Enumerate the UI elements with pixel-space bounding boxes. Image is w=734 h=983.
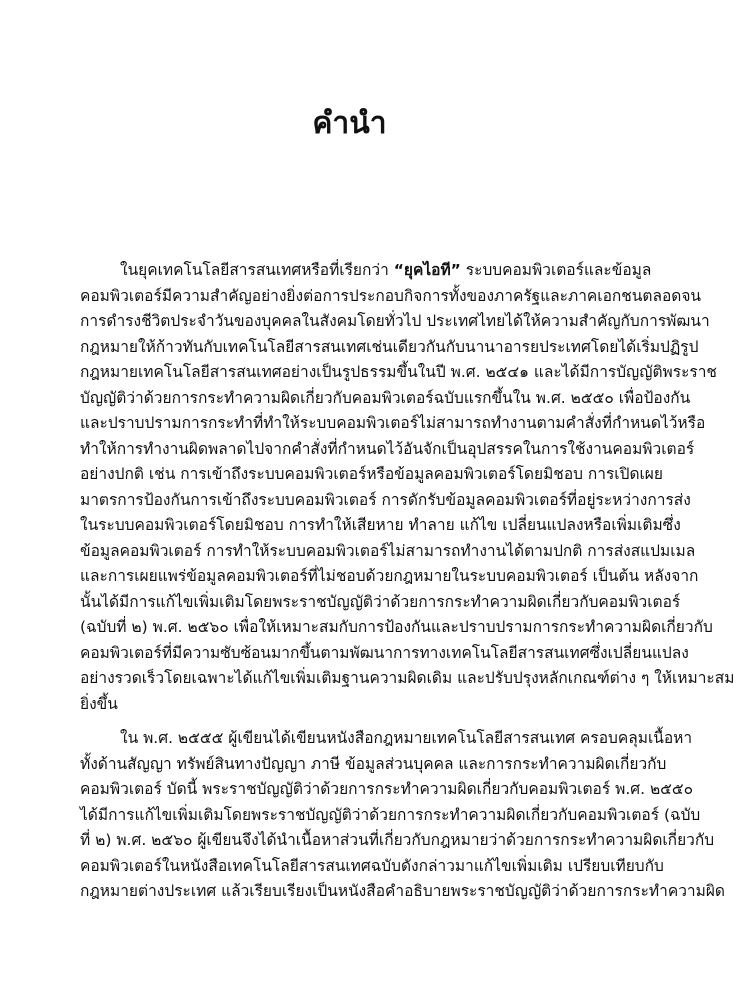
- paragraph-1-line: ทำให้การทำงานผิดพลาดไปจากคำสั่งที่กำหนดไว้อันจักเป็นอุปสรรคในการใช้งานคอมพิวเตอร์: [80, 439, 695, 458]
- emphasized-term: “ยุคไอที”: [393, 261, 461, 279]
- paragraph-2-line: ใน พ.ศ. ๒๕๕๕ ผู้เขียนได้เขียนหนังสือกฎหมายเทคโนโลยีสารสนเทศ ครอบคลุมเนื้อหา: [120, 729, 693, 747]
- paragraph-1-line: บัญญัติว่าด้วยการกระทำความผิดเกี่ยวกับคอมพิวเตอร์ฉบับแรกขึ้นใน พ.ศ. ๒๕๕๐ เพื่อป้องกัน: [80, 388, 691, 407]
- paragraph-1-line: อย่างรวดเร็วโดยเฉพาะได้แก้ไขเพิ่มเติมฐานความผิดเดิม และปรับปรุงหลักเกณฑ์ต่าง ๆ ให้เหมาะสม: [80, 669, 734, 687]
- paragraph-1-line: การดำรงชีวิตประจำวันของบุคคลในสังคมโดยทั่วไป ประเทศไทยได้ให้ความสำคัญกับการพัฒนา: [80, 312, 710, 330]
- paragraph-1-line: คอมพิวเตอร์มีความสำคัญอย่างยิ่งต่อการประกอบกิจการทั้งของภาครัฐและภาคเอกชนตลอดจน: [80, 286, 702, 305]
- paragraph-1-line: และการเผยแพร่ข้อมูลคอมพิวเตอร์ที่ไม่ชอบด้วยกฎหมายในระบบคอมพิวเตอร์ เป็นต้น หลังจาก: [80, 567, 699, 585]
- paragraph-2-line: ทั้งด้านสัญญา ทรัพย์สินทางปัญญา ภาษี ข้อมูลส่วนบุคคล และการกระทำความผิดเกี่ยวกับ: [80, 754, 667, 773]
- paragraph-2-line: ได้มีการแก้ไขเพิ่มเติมโดยพระราชบัญญัติว่าด้วยการกระทำความผิดเกี่ยวกับคอมพิวเตอร์ (ฉบับ: [80, 805, 701, 824]
- paragraph-1-line: นั้นได้มีการแก้ไขเพิ่มเติมโดยพระราชบัญญัติว่าด้วยการกระทำความผิดเกี่ยวกับคอมพิวเตอร์: [80, 592, 681, 611]
- paragraph-1-line: และปราบปรามการกระทำที่ทำให้ระบบคอมพิวเตอร์ไม่สามารถทำงานตามคำสั่งที่กำหนดไว้หรือ: [80, 414, 706, 432]
- paragraph-1-line: (ฉบับที่ ๒) พ.ศ. ๒๕๖๐ เพื่อให้เหมาะสมกับการป้องกันและปราบปรามการกระทำความผิดเกี่ยวกับ: [80, 618, 713, 636]
- paragraph-2-line: คอมพิวเตอร์ บัดนี้ พระราชบัญญัติว่าด้วยการกระทำความผิดเกี่ยวกับคอมพิวเตอร์ พ.ศ. ๒๕๕๐: [80, 780, 694, 798]
- paragraph-1-line: ในยุคเทคโนโลยีสารสนเทศหรือที่เรียกว่า “ยุคไอที” ระบบคอมพิวเตอร์และข้อมูล: [120, 261, 652, 279]
- paragraph-2-line: กฎหมายต่างประเทศ แล้วเรียบเรียงเป็นหนังสือคำอธิบายพระราชบัญญัติว่าด้วยการกระทำความผิด: [80, 882, 725, 900]
- paragraph-1-line: มาตรการป้องกันการเข้าถึงระบบคอมพิวเตอร์ การดักรับข้อมูลคอมพิวเตอร์ที่อยู่ระหว่างการส่ง: [80, 490, 691, 509]
- paragraph-1-line: ในระบบคอมพิวเตอร์โดยมิชอบ การทำให้เสียหาย ทำลาย แก้ไข เปลี่ยนแปลงหรือเพิ่มเติมซึ่ง: [80, 516, 681, 534]
- paragraph-1-line: อย่างปกติ เช่น การเข้าถึงระบบคอมพิวเตอร์หรือข้อมูลคอมพิวเตอร์โดยมิชอบ การเปิดเผย: [80, 465, 663, 483]
- paragraph-1-line: ข้อมูลคอมพิวเตอร์ การทำให้ระบบคอมพิวเตอร์ไม่สามารถทำงานได้ตามปกติ การส่งสแปมเมล: [80, 541, 696, 560]
- page-title: คำนำ: [312, 106, 387, 141]
- paragraph-1-line: คอมพิวเตอร์ที่มีความซับซ้อนมากขึ้นตามพัฒนาการทางเทคโนโลยีสารสนเทศซึ่งเปลี่ยนแปลง: [80, 643, 689, 662]
- paragraph-1-line: กฎหมายเทคโนโลยีสารสนเทศอย่างเป็นรูปธรรมขึ้นในปี พ.ศ. ๒๕๔๑ และได้มีการบัญญัติพระราช: [80, 363, 717, 381]
- paragraph-1-line: กฎหมายให้ก้าวทันกับเทคโนโลยีสารสนเทศเช่นเดียวกันกับนานาอารยประเทศโดยได้เริ่มปฏิรูป: [80, 337, 699, 356]
- paragraph-2-line: คอมพิวเตอร์ในหนังสือเทคโนโลยีสารสนเทศฉบับดังกล่าวมาแก้ไขเพิ่มเติม เปรียบเทียบกับ: [80, 856, 664, 875]
- paragraph-2-line: ที่ ๒) พ.ศ. ๒๕๖๐ ผู้เขียนจึงได้นำเนื้อหาส่วนที่เกี่ยวกับกฎหมายว่าด้วยการกระทำความผิดเกี่ยวกับ: [80, 831, 715, 849]
- paragraph-1-line: ยิ่งขึ้น: [80, 694, 118, 713]
